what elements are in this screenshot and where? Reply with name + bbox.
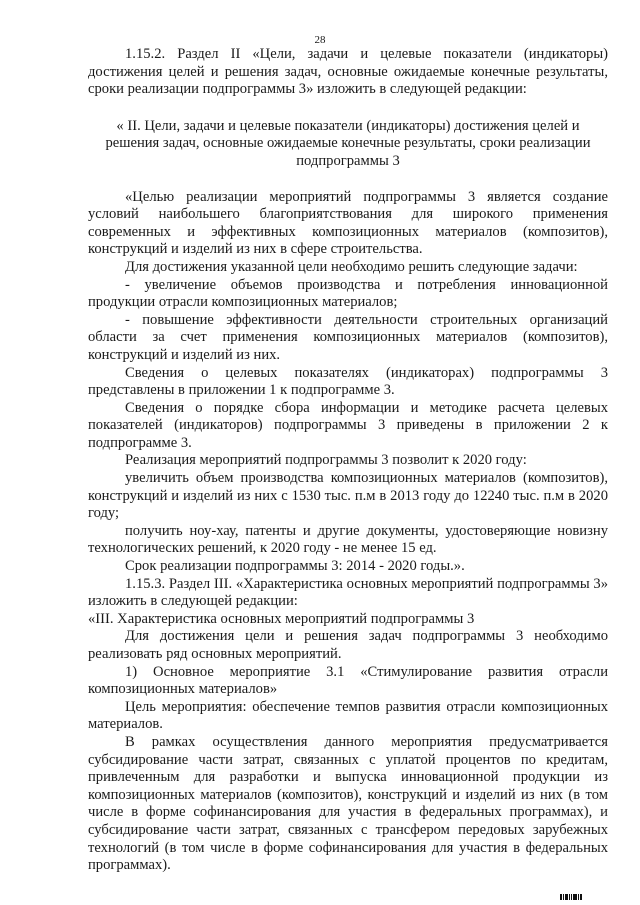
list-item-task-2: - повышение эффективности деятельности строительных организаций области за счет применения композиционных материалов (композитов), конструкций и изделий из них. (88, 311, 608, 363)
list-item-task-1: - увеличение объемов производства и потребления инновационной продукции отрасли композиционных материалов; (88, 276, 608, 311)
paragraph-section-2-amendment: 1.15.2. Раздел II «Цели, задачи и целевые показатели (индикаторы) достижения целей и решения задач, основные ожидаемые конечные результаты, сроки реализации подпрограммы 3» изложить в следующей редакции: (88, 46, 608, 98)
paragraph-indicators: Сведения о целевых показателях (индикаторах) подпрограммы 3 представлены в приложении 1 к подпрограмме 3. (88, 364, 608, 399)
section-2-heading: « II. Цели, задачи и целевые показатели (индикаторы) достижения целей и решения задач, основные ожидаемые конечные результаты, сроки реализации подпрограммы 3 (105, 117, 591, 169)
paragraph-results-intro: Реализация мероприятий подпрограммы 3 позволит к 2020 году: (125, 452, 527, 469)
paragraph-activity-details: В рамках осуществления данного мероприятия предусматривается субсидирование части затрат, связанных с уплатой процентов по кредитам, привлеченным для разработки и выпуска инновационной продукции из композиционных материалов (композитов), конструкций и изделий из них (в том числе в форме софинансирования для участия в федеральных программах), и субсидирование части затрат, связанных с трансфером передовых зарубежных технологий (в том числе в форме софинансирования для участия в федеральных программах). (88, 733, 608, 874)
paragraph-activities-intro: Для достижения цели и решения задач подпрограммы 3 необходимо реализовать ряд основных мероприятий. (88, 628, 608, 662)
paragraph-term: Срок реализации подпрограммы 3: 2014 - 2020 годы.». (125, 558, 465, 575)
section-3-heading: «III. Характеристика основных мероприятий подпрограммы 3 (88, 610, 475, 627)
paragraph-goal: «Целью реализации мероприятий подпрограммы 3 является создание условий наибольшего благоприятствования для широкого применения современных и эффективных композиционных материалов (композитов), конструкций и изделий из них в сфере строительства. (88, 188, 608, 258)
paragraph-result-production: увеличить объем производства композиционных материалов (композитов), конструкций и изделий из них с 1530 тыс. п.м в 2013 году до 12240 тыс. п.м в 2020 году; (88, 470, 608, 522)
document-body (88, 46, 608, 875)
paragraph-methodology: Сведения о порядке сбора информации и методике расчета целевых показателей (индикаторов) подпрограммы 3 приведены в приложении 2 к подпрограмме 3. (88, 399, 608, 451)
page-number: 28 (314, 34, 326, 46)
list-item-activity-3-1: 1) Основное мероприятие 3.1 «Стимулирование развития отрасли композиционных материалов» (88, 663, 608, 698)
paragraph-result-knowhow: получить ноу-хау, патенты и другие документы, удостоверяющие новизну технологических решений, к 2020 году - не менее 15 ед. (88, 522, 608, 557)
paragraph-tasks-intro: Для достижения указанной цели необходимо решить следующие задачи: (125, 258, 578, 275)
paragraph-activity-goal: Цель мероприятия: обеспечение темпов развития отрасли композиционных материалов. (88, 698, 608, 733)
paragraph-section-3-amendment: 1.15.3. Раздел III. «Характеристика основных мероприятий подпрограммы 3» изложить в следующей редакции: (88, 575, 608, 610)
barcode-mark (560, 893, 582, 900)
